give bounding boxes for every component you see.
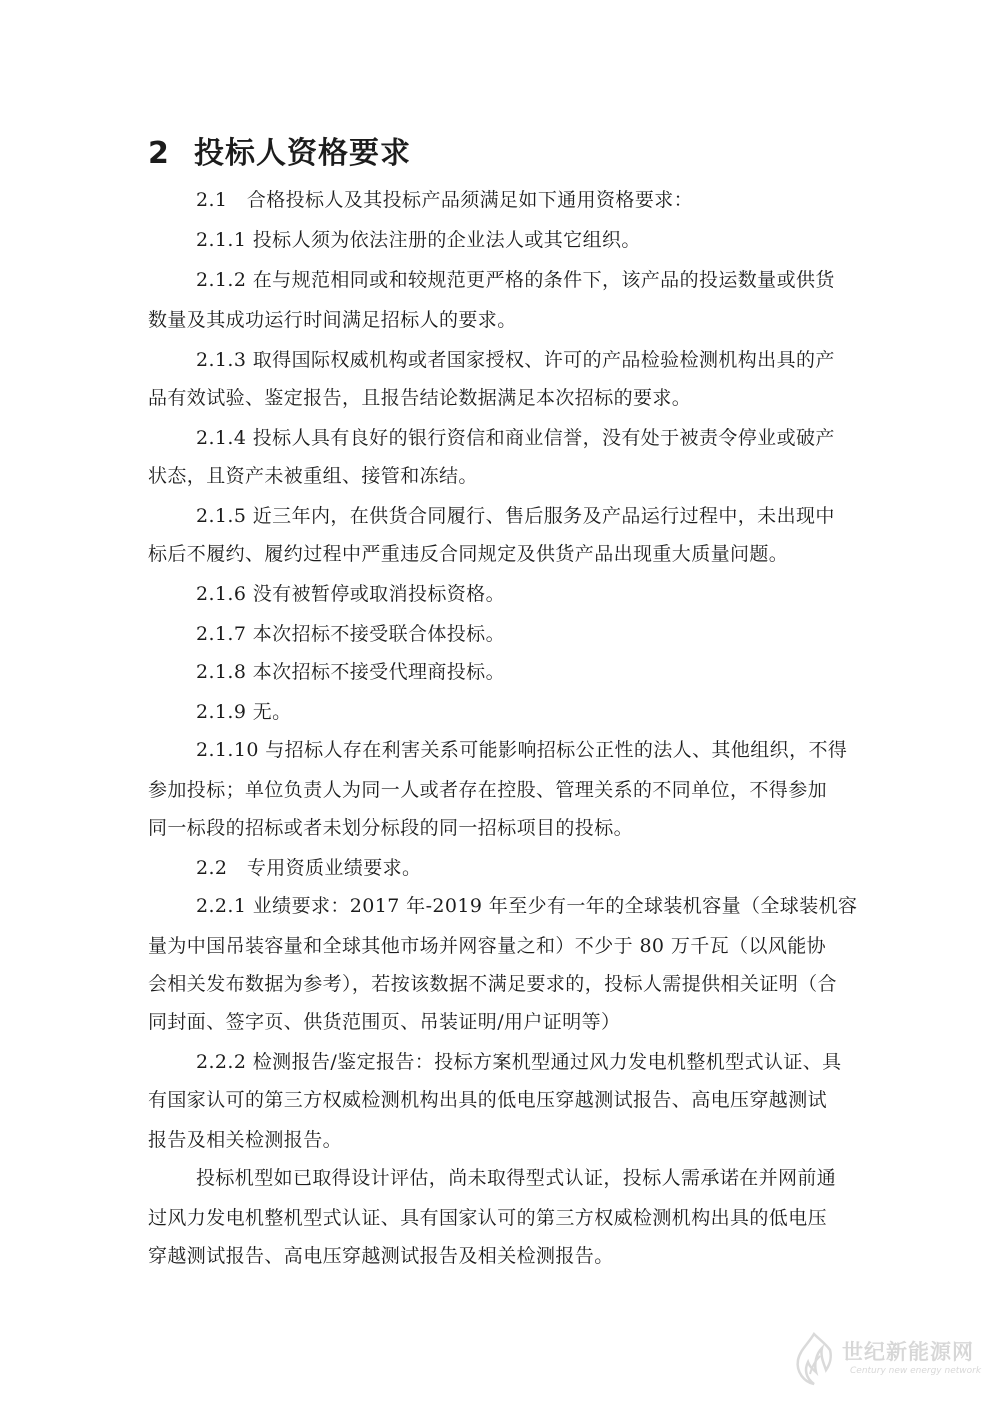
paragraph-line: 2.1.1 投标人须为依法注册的企业法人或其它组织。	[196, 229, 641, 251]
paragraph-line: 2.1.4 投标人具有良好的银行资信和商业信誉，没有处于被责令停业或破产	[196, 427, 835, 449]
watermark-name-cn: 世纪新能源网	[842, 1340, 974, 1364]
paragraph-line: 同一标段的招标或者未划分标段的同一招标项目的投标。	[148, 817, 634, 839]
paragraph-line: 过风力发电机整机型式认证、具有国家认可的第三方权威检测机构出具的低电压	[148, 1207, 828, 1229]
watermark	[790, 1328, 990, 1390]
paragraph-line: 量为中国吊装容量和全球其他市场并网容量之和）不少于 80 万千瓦（以风能协	[148, 935, 827, 957]
paragraph-line: 有国家认可的第三方权威检测机构出具的低电压穿越测试报告、高电压穿越测试	[148, 1089, 828, 1111]
paragraph-line: 2.1.9 无。	[196, 701, 292, 723]
paragraph-line: 2.1.6 没有被暂停或取消投标资格。	[196, 583, 505, 605]
paragraph-line: 状态，且资产未被重组、接管和冻结。	[148, 465, 478, 487]
paragraph-line: 会相关发布数据为参考），若按该数据不满足要求的，投标人需提供相关证明（合	[148, 973, 837, 995]
paragraph-line: 2.1.5 近三年内，在供货合同履行、售后服务及产品运行过程中，未出现中	[196, 505, 835, 527]
paragraph-line: 参加投标；单位负责人为同一人或者存在控股、管理关系的不同单位，不得参加	[148, 779, 828, 801]
section-heading	[148, 128, 411, 172]
watermark-logo-icon	[790, 1330, 838, 1388]
paragraph-line: 2.1.10 与招标人存在利害关系可能影响招标公正性的法人、其他组织，不得	[196, 739, 848, 761]
paragraph-line: 2.2 专用资质业绩要求。	[196, 857, 422, 879]
section-title: 投标人资格要求	[194, 136, 411, 171]
paragraph-line: 2.2.1 业绩要求：2017 年-2019 年至少有一年的全球装机容量（全球装机容	[196, 895, 858, 917]
paragraph-line: 2.1.2 在与规范相同或和较规范更严格的条件下，该产品的投运数量或供货	[196, 269, 835, 291]
paragraph-line: 2.1 合格投标人及其投标产品须满足如下通用资格要求：	[196, 189, 694, 211]
paragraph-line: 2.1.7 本次招标不接受联合体投标。	[196, 623, 505, 645]
paragraph-line: 标后不履约、履约过程中严重违反合同规定及供货产品出现重大质量问题。	[148, 543, 789, 565]
paragraph-line: 报告及相关检测报告。	[148, 1129, 343, 1151]
paragraph-line: 2.1.3 取得国际权威机构或者国家授权、许可的产品检验检测机构出具的产	[196, 349, 835, 371]
paragraph-line: 数量及其成功运行时间满足招标人的要求。	[148, 309, 517, 331]
paragraph-line: 同封面、签字页、供货范围页、吊装证明/用户证明等）	[148, 1011, 621, 1033]
paragraph-line: 投标机型如已取得设计评估，尚未取得型式认证，投标人需承诺在并网前通	[196, 1167, 837, 1189]
watermark-name-en: Century new energy network	[850, 1366, 982, 1376]
paragraph-line: 2.1.8 本次招标不接受代理商投标。	[196, 661, 505, 683]
paragraph-line: 穿越测试报告、高电压穿越测试报告及相关检测报告。	[148, 1245, 614, 1267]
section-number: 2	[148, 136, 170, 171]
paragraph-line: 2.2.2 检测报告/鉴定报告：投标方案机型通过风力发电机整机型式认证、具	[196, 1051, 842, 1073]
paragraph-line: 品有效试验、鉴定报告，且报告结论数据满足本次招标的要求。	[148, 387, 692, 409]
